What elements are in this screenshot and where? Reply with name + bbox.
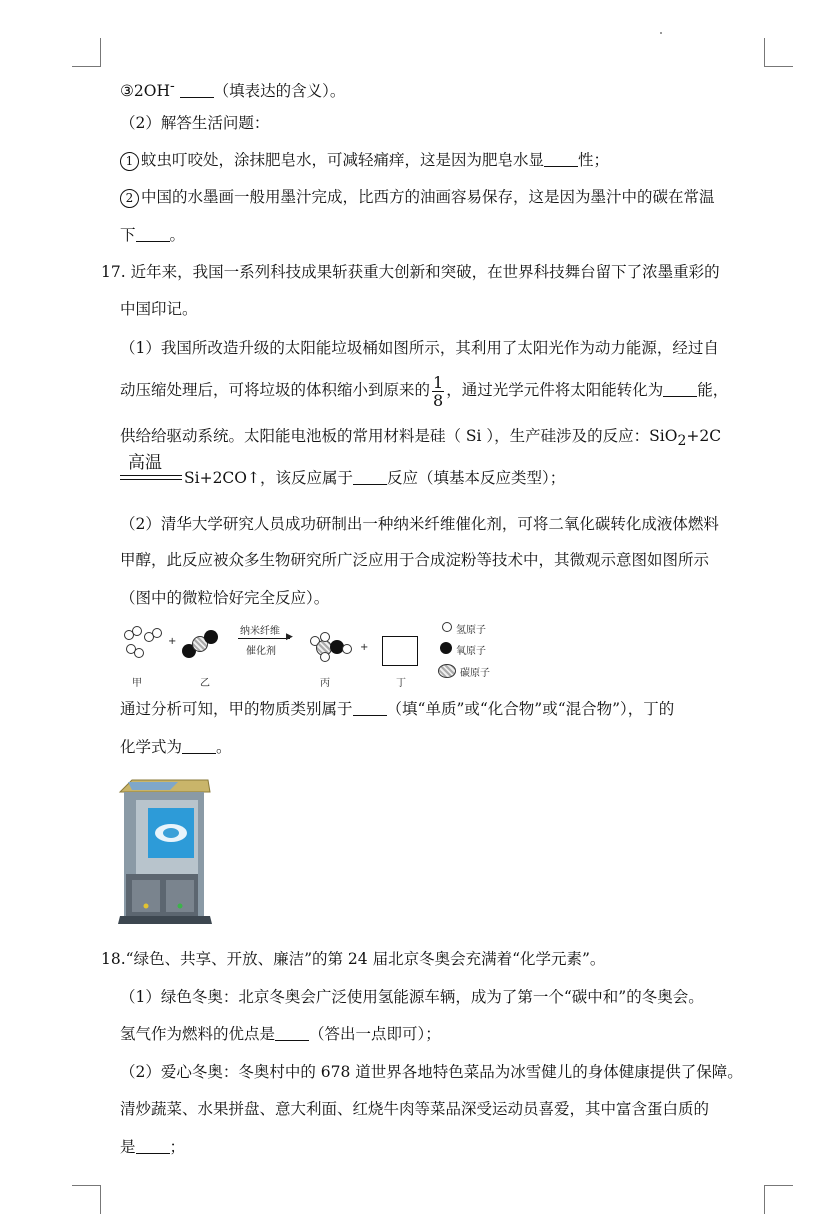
unknown-product-box: [382, 636, 418, 666]
answer-blank[interactable]: [182, 737, 216, 754]
q17-stem-line2: 中国印记。: [120, 300, 198, 318]
q16-item1: [120, 149, 609, 171]
answer-blank[interactable]: [136, 1137, 170, 1154]
q18-part2-line3-text-a: 是: [120, 1138, 136, 1156]
corner-mark-bottom-left: [72, 1185, 101, 1214]
part1-line2-text-c: 能，: [697, 381, 729, 399]
hydrogen-atom: [320, 632, 330, 642]
q18-part2-line3-text-b: ；: [169, 1138, 186, 1156]
q17-part3-line2: [120, 736, 232, 758]
corner-mark-top-left: [72, 38, 101, 67]
item1-text: 蚊虫叮咬处，涂抹肥皂水，可减轻痛痒，这是因为肥皂水显: [141, 151, 545, 169]
q17-part2-line1: （2）清华大学研究人员成功研制出一种纳米纤维催化剂，可将二氧化碳转化成液体燃料: [120, 515, 719, 533]
part1-line2-text-a: 动压缩处理后，可将垃圾的体积缩小到原来的: [120, 381, 431, 399]
hydrogen-atom: [134, 648, 144, 658]
q18-part2-line2: 清炒蔬菜、水果拼盘、意大利面、红烧牛肉等菜品深受运动员喜爱，其中富含蛋白质的: [120, 1100, 710, 1118]
equals-bar-bottom: [120, 479, 182, 480]
fraction-denominator: 8: [433, 390, 444, 410]
hydrogen-atom: [152, 628, 162, 638]
circled-number-1: 1: [120, 152, 139, 171]
part1-line4-text-b: 反应（填基本反应类型）；: [386, 469, 566, 487]
part1-line3-text: 供给给驱动系统。太阳能电池板的常用材料是硅（ Si ），生产硅涉及的反应：SiO: [120, 427, 678, 445]
q17-part1-line1: （1）我国所改造升级的太阳能垃圾桶如图所示，其利用了太阳光作为动力能源，经过自: [120, 339, 719, 357]
hydrogen-atom: [320, 652, 330, 662]
hydrogen-atom: [132, 626, 142, 636]
item2-text: 中国的水墨画一般用墨汁完成，比西方的油画容易保存，这是因为墨汁中的碳在常温: [141, 188, 715, 206]
label-jia: 甲: [132, 678, 142, 689]
reaction-arrow: [238, 638, 290, 639]
item3-charge: -: [170, 78, 175, 94]
q18-part1-line2-text-a: 氢气作为燃料的优点是: [120, 1025, 276, 1043]
part3-line1-text-a: 通过分析可知，甲的物质类别属于: [120, 700, 353, 718]
q18-part1-line2-text-b: （答出一点即可）；: [309, 1025, 441, 1043]
answer-blank[interactable]: [663, 380, 697, 397]
corner-mark-bottom-right: [764, 1185, 793, 1214]
part1-line4-text-a: Si+2CO↑，该反应属于: [184, 469, 353, 487]
q16-item3: [120, 75, 345, 102]
oxygen-atom: [204, 630, 218, 644]
q17-stem-line1: 17. 近年来，我国一系列科技成果斩获重大创新和突破，在世界科技舞台留下了浓墨重彩的: [101, 263, 720, 281]
catalyst-label-bottom: 催化剂: [246, 646, 276, 657]
circled-number-2: 2: [120, 189, 139, 208]
answer-blank[interactable]: [136, 225, 170, 242]
q18-part2-line1: （2）爱心冬奥：冬奥村中的 678 道世界各地特色菜品为冰雪健儿的身体健康提供了保障。: [120, 1063, 743, 1081]
q18-part1-line2: [120, 1023, 441, 1045]
fraction-one-eighth: [432, 374, 444, 409]
answer-blank[interactable]: [275, 1024, 309, 1041]
plus-sign: +: [168, 636, 177, 647]
part3-line2-text-a: 化学式为: [120, 738, 183, 756]
legend-oxygen-label: 氧原子: [456, 646, 486, 657]
item3-suffix: （填表达的含义）。: [213, 82, 346, 101]
legend-carbon-icon: [438, 664, 456, 678]
q17-part1-line2: [120, 372, 728, 409]
arrow-head-icon: ▶: [286, 632, 293, 642]
q18-stem: 18.“绿色、共享、开放、廉洁”的第 24 届北京冬奥会充满着“化学元素”。: [101, 950, 606, 968]
label-ding: 丁: [396, 678, 406, 689]
q18-part2-line3: [120, 1136, 185, 1158]
item2-line2-suffix: 。: [169, 226, 186, 244]
part3-line2-text-b: 。: [216, 738, 232, 756]
q17-part2-line2: 甲醇，此反应被众多生物研究所广泛应用于合成淀粉等技术中，其微观示意图如图所示: [120, 551, 710, 569]
part1-line2-text-b: ，通过光学元件将太阳能转化为: [446, 381, 664, 399]
legend-oxygen-icon: [440, 642, 452, 654]
reaction-condition: 高温: [128, 453, 162, 473]
corner-mark-top-right: [764, 38, 793, 67]
item2-line2-prefix: 下: [120, 226, 136, 244]
scan-dot: [660, 32, 662, 34]
item3-formula: 2OH: [133, 82, 170, 101]
part1-line3-end: +2C: [686, 427, 722, 445]
q17-part1-line4: [184, 467, 565, 489]
hydrogen-atom: [342, 644, 352, 654]
legend-hydrogen-label: 氢原子: [456, 625, 486, 636]
q16-part2-heading: （2）解答生活问题：: [120, 114, 270, 132]
q16-item2-line2: [120, 224, 185, 246]
part3-line1-text-b: （填“单质”或“化合物”或“混合物”），丁的: [386, 700, 675, 718]
q17-part1-line3: [120, 425, 721, 452]
answer-blank[interactable]: [180, 81, 214, 98]
item3-marker: ③: [120, 82, 134, 101]
plus-sign: +: [360, 642, 369, 653]
q18-part1-line1: （1）绿色冬奥：北京冬奥会广泛使用氢能源车辆，成为了第一个“碳中和”的冬奥会。: [120, 988, 704, 1006]
legend-carbon-label: 碳原子: [460, 668, 490, 679]
answer-blank[interactable]: [353, 468, 387, 485]
item1-suffix: 性；: [578, 151, 610, 169]
q17-part3-line1: [120, 698, 674, 720]
q16-item2: [120, 186, 715, 208]
answer-blank[interactable]: [544, 150, 578, 167]
catalyst-label-top: 纳米纤维: [240, 626, 280, 637]
solar-trash-bin-image: [118, 778, 212, 928]
q17-part2-line3: （图中的微粒恰好完全反应）。: [120, 589, 330, 607]
reaction-micro-diagram: [120, 618, 510, 688]
answer-blank[interactable]: [353, 699, 387, 716]
label-yi: 乙: [200, 678, 210, 689]
label-bing: 丙: [320, 678, 330, 689]
legend-hydrogen-icon: [442, 622, 452, 632]
subscript-2: 2: [677, 433, 687, 450]
fraction-numerator: 1: [433, 372, 444, 392]
equals-bar-top: [120, 475, 182, 476]
